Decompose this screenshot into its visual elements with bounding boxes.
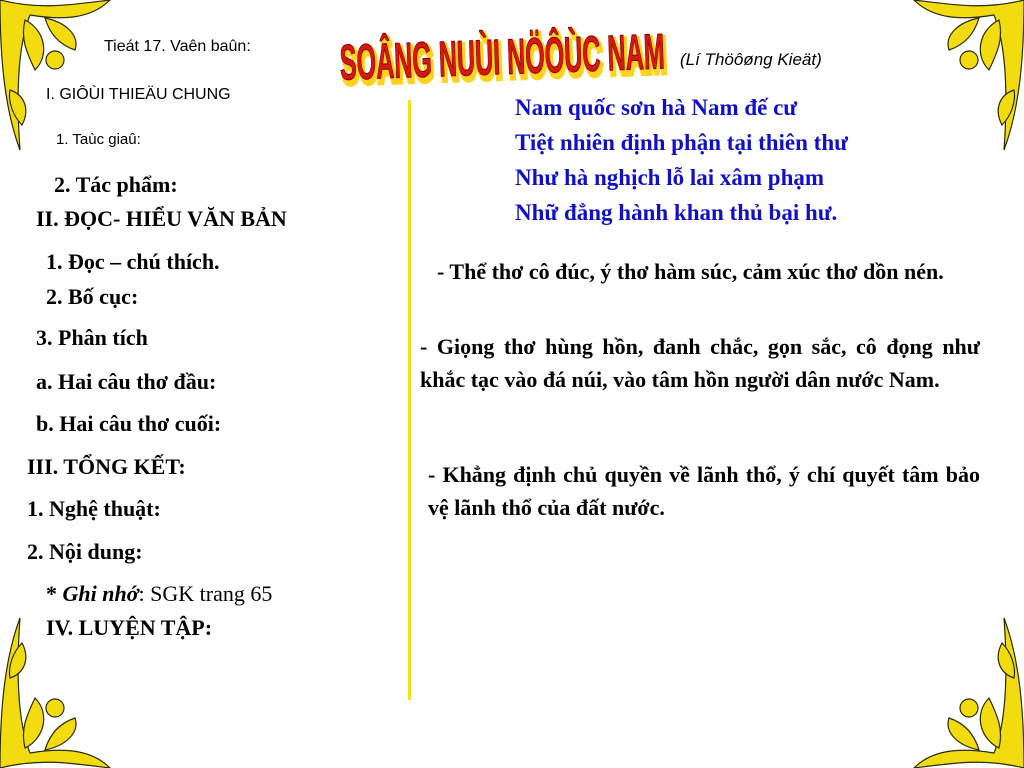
poem-line: Nhữ đẳng hành khan thủ bại hư. <box>515 200 838 225</box>
note-line <box>46 581 272 607</box>
corner-ornament-bottom-right <box>904 608 1024 768</box>
poem-text <box>515 90 848 230</box>
poem-line: Như hà nghịch lỗ lai xâm phạm <box>515 165 825 190</box>
column-divider <box>408 100 411 700</box>
item-analysis: 3. Phân tích <box>36 325 148 350</box>
item-structure: 2. Bố cục: <box>46 284 139 309</box>
author-label: (Lí Thöôøng Kieät) <box>680 50 822 69</box>
item-reading: 1. Đọc – chú thích. <box>46 249 220 274</box>
analysis-point-meaning: - Khẳng định chủ quyền về lãnh thổ, ý chí quyết tâm bảo vệ lãnh thổ của đất nước. <box>428 462 980 520</box>
note-label: Ghi nhớ <box>62 581 139 606</box>
poem-title <box>330 12 675 90</box>
item-author: 1. Taùc giaû: <box>56 131 141 148</box>
corner-ornament-top-right <box>904 0 1024 160</box>
item-content: 2. Nội dung: <box>27 539 143 564</box>
section-4-heading: IV. LUYỆN TẬP: <box>46 615 213 640</box>
item-art: 1. Nghệ thuật: <box>27 496 161 521</box>
note-text: : SGK trang 65 <box>138 581 273 606</box>
item-work: 2. Tác phẩm: <box>54 172 178 197</box>
item-first-lines: a. Hai câu thơ đầu: <box>36 369 217 394</box>
section-2-heading: II. ĐỌC- HIỂU VĂN BẢN <box>36 206 287 231</box>
lesson-label: Tieát 17. Vaên baûn: <box>104 38 251 55</box>
section-3-heading: III. TỔNG KẾT: <box>27 454 186 479</box>
poem-line: Tiệt nhiên định phận tại thiên thư <box>515 130 848 155</box>
note-star: * <box>46 581 63 606</box>
analysis-point-tone: - Giọng thơ hùng hồn, đanh chắc, gọn sắc, cô đọng như khắc tạc vào đá núi, vào tâm hồn người dân nước Nam. <box>420 334 980 392</box>
section-1-heading: I. GIÔÙI THIEÄU CHUNG <box>46 86 231 103</box>
poem-title-shadow: SOÂNG NUÙI <box>340 27 663 90</box>
analysis-point-form: - Thể thơ cô đúc, ý thơ hàm súc, cảm xúc thơ dồn nén. <box>437 259 944 284</box>
poem-title-text: SOÂNG NUÙI NÖÔÙC <box>338 16 675 90</box>
item-last-lines: b. Hai câu thơ cuối: <box>36 411 222 436</box>
poem-line: Nam quốc sơn hà Nam đế cư <box>515 95 798 120</box>
